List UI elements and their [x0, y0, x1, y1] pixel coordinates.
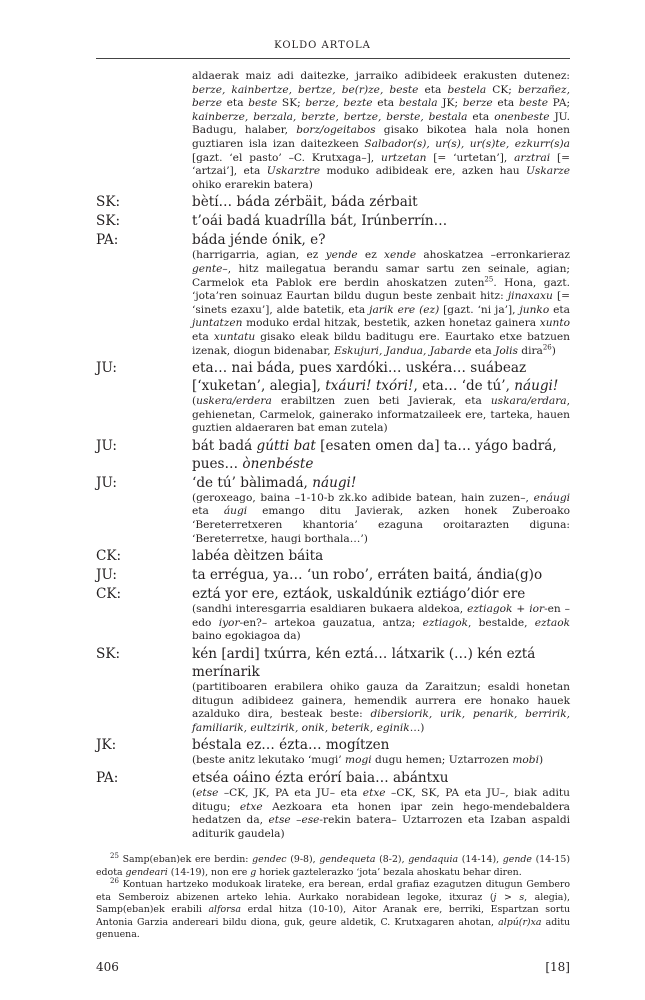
dialogue-line [96, 585, 570, 603]
speaker-label: JK: [96, 737, 117, 754]
dialogue-text: ‘de tú’ bàlimadá, náugi! [192, 474, 357, 491]
page-number: 406 [96, 960, 119, 974]
speaker-label: JU: [96, 437, 118, 454]
commentary-note: (uskera/erdera erabiltzen zuen beti Javierak, eta uskara/erdara, gehienetan, Carmelok, gainerako informatzaileek ere, tarteka, hauen guztien aldaeraren bat eman zutela) [192, 395, 570, 435]
running-header: KOLDO ARTOLA [274, 40, 371, 51]
commentary-note: (beste anitz lekutako ‘mugi’ mogi dugu hemen; Uztarrozen mobi) [192, 754, 544, 767]
footnote: $^{26}$ Kontuan hartzeko modukoak lirateke, era berean, erdal grafiaz ezagutzen ditugun Gembero eta Semberoiz abizenen arteko lehia. Aurkako norabidean legoke, itxuraz (j > s, alegia), Samp(eban)ek erabili alforsa erdal hitza (10-10), Aitor Aranak ere, berriki, Espartzan sortu Antonia Garzia andereari bildu diona, guk, geure aldetik, C. Krutxagaren ahotan, alpú(r)xa aditu genuena. [96, 876, 571, 940]
footnotes [96, 851, 571, 942]
dialogue-line [96, 231, 570, 249]
dialogue-text: kén [ardi] txúrra, kén eztá… látxarik (…) kén eztá merínarik [192, 646, 536, 681]
commentary-note: (partitiboaren erabilera ohiko gauza da Zaraitzun; esaldi honetan ditugun adibideez gainera, hemendik aurrera ere honako hauek azalduko dira, besteak beste: dibersiorik, urik, penarik, berririk, familiarik, eultzirik, onik, beterik, eginik…) [192, 681, 570, 734]
dialogue-line [96, 645, 570, 681]
dialogue-line [96, 437, 570, 473]
commentary-note: (etse –CK, JK, PA eta JU– eta etxe –CK, SK, PA eta JU–, biak aditu ditugu; etxe Aezkoara eta honen ipar zein hego-mendebaldera hedatzen da, etse –ese-rekin batera– Uztarrozen eta Izaban aspaldi aditurik gaudela) [192, 787, 570, 840]
speaker-label: PA: [96, 770, 119, 786]
speaker-label: JU: [96, 360, 118, 377]
commentary-note: (sandhi interesgarria esaldiaren bukaera aldekoa, eztiagok + ior-en –edo iyor-en?– artekoa gauzatua, antza; eztiagok, bestalde, eztaok baino egokiagoa da) [192, 603, 570, 643]
commentary-note: (geroxeago, baina –1-10-b zk.ko adibide batean, hain zuzen–, enáugi eta áugi emango ditu Javierak, azken honek Zuberoako ‘Bereterretxeren khantoria’ ezaguna oroitarazten diguna: ‘Bereterretxe, haugi borthala…’) [192, 491, 570, 545]
dialogue-text: eztá yor ere, eztáok, uskaldúnik eztiágo’diór ere [192, 586, 526, 603]
speaker-label: CK: [96, 586, 122, 603]
dialogue-text: bètí… báda zérbäit, báda zérbait [192, 194, 418, 211]
dialogue-line [96, 769, 570, 787]
body-column [96, 70, 570, 841]
dialogue-text: ta errégua, ya… ‘un robo’, erráten baitá, ándia(g)o [192, 567, 543, 584]
dialogue-line [96, 212, 570, 230]
dialogue-text: báda jénde ónik, e? [192, 232, 326, 249]
dialogue-text: béstala ez… ézta… mogítzen [192, 737, 390, 754]
dialogue-line [96, 736, 570, 754]
commentary-note: aldaerak maiz adi daitezke, jarraiko adibideek erakusten dutenez: berze, kainbertze, bertze, be(r)ze, beste eta bestela CK; berzañez, berze eta beste SK; berze, bezte eta bestala JK; berze eta beste PA; kainberze, berzala, berzte, bertze, berste, bestala eta onenbeste JU. Badugu, halaber, borz/ogeitabos gisako bikotea hala nola honen guztiaren isla izan daitezkeen Salbador(s), ur(s), ur(s)te, ezkurr(s)a [gazt. ‘el pasto’ –C. Krutxaga–], urtzetan [= ‘urtetan’], arztrai [= ‘artzai’], eta Uskarztre moduko adibideak ere, azken hau Uskarze ohiko erarekin batera) [192, 70, 571, 191]
dialogue-line [96, 547, 570, 565]
dialogue-text: bát badá gútti bat [esaten omen da] ta… yágo badrá, pues… ònenbéste [192, 437, 557, 472]
dialogue-text: eta… nai báda, pues xardóki… uskéra… suábeaz [‘xuketan’, alegia], txáuri! txóri!, eta… ‘de tú’, náugi! [192, 360, 559, 395]
dialogue-line [96, 474, 570, 492]
dialogue-line [96, 359, 570, 395]
speaker-label: SK: [96, 646, 121, 663]
dialogue-line [96, 193, 570, 211]
section-number: [18] [545, 960, 570, 974]
speaker-label: PA: [96, 232, 119, 249]
dialogue-line [96, 566, 570, 584]
dialogue-text: labéa dèitzen báita [192, 548, 324, 565]
speaker-label: JU: [96, 474, 118, 491]
speaker-label: SK: [96, 213, 121, 230]
header-rule [96, 58, 570, 59]
speaker-label: SK: [96, 194, 121, 211]
footnote: $^{25}$ Samp(eban)ek ere berdin: gendec (9-8), gendequeta (8-2), gendaquia (14-14), gende (14-15) edota gendeari (14-19), non ere g horiek gaztelerazko ‘jota’ bezala ahoskatu behar diren. [96, 851, 570, 878]
speaker-label: CK: [96, 548, 122, 565]
dialogue-text: t’oái badá kuadrílla bát, Irúnberrín… [192, 213, 448, 230]
commentary-note: (harrigarria, agian, ez yende ez xende ahoskatzea –erronkarieraz gente–, hitz mailegatua berandu samar sartu zen seinale, agian; Carmelok eta Pablok ere berdin ahoskatzen zuten$^{25}$. Hona, gazt. ‘jota’ren soinuaz Eaurtan bildu dugun beste zenbait hitz: jinaxaxu [= ‘sinets ezaxu’], alde batetik, eta jarik ere (ez) [gazt. ‘ni ja’], junko eta juntatzen moduko erdal hitzak, bestetik, azken honetaz gainera xunto eta xuntatu gisako eleak bildu baditugu ere. Eaurtako etxe batzuen izenak, diogun bidenabar, Eskujuri, Jandua, Jabarde eta Jolis dira$^{26}$) [192, 249, 570, 357]
speaker-label: JU: [96, 567, 118, 584]
dialogue-text: etséa oáino ézta erórí baia… abántxu [192, 770, 449, 786]
